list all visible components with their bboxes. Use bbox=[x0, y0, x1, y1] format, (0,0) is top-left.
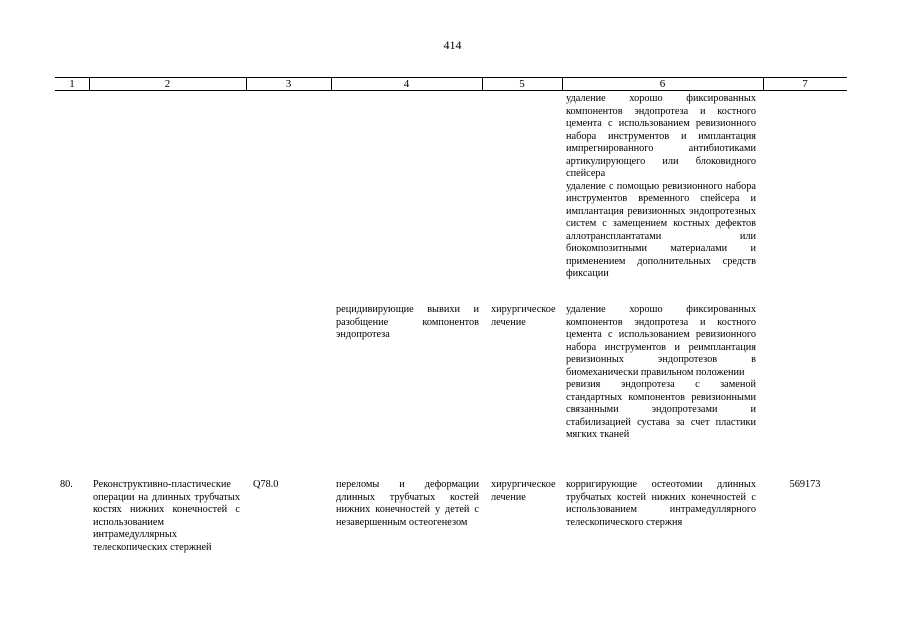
column-header: 4 bbox=[403, 78, 410, 90]
treatment-method-cell bbox=[566, 93, 756, 281]
row-number: 80. bbox=[60, 479, 73, 490]
patient-model-cell: рецидивирующие вывихи и разобщение компонентов эндопротеза bbox=[336, 304, 479, 340]
patient-model-cell: переломы и деформации длинных трубчатых костей нижних конечностей у детей с незавершенным остеогенезом bbox=[336, 479, 479, 528]
page-number: 414 bbox=[443, 38, 462, 52]
column-header: 2 bbox=[164, 78, 171, 90]
column-header: 5 bbox=[519, 78, 525, 90]
treatment-method-cell bbox=[566, 304, 756, 442]
column-header: 7 bbox=[802, 78, 808, 90]
treatment-method-cell: корригирующие остеотомии длинных трубчатых костей нижних конечностей с использованием интрамедуллярного телескопического стержня bbox=[566, 479, 756, 528]
procedure-name-cell: Реконструктивно-пластические операции на длинных трубчатых костях нижних конечностей с использованием интрамедуллярных телескопических стержней bbox=[93, 479, 240, 553]
method-text: удаление с помощью ревизионного набора инструментов временного спейсера и имплантация ревизионных эндопротезных систем с замещением костных дефектов аллотрансплантатами или биокомпозитными материалами и применением дополнительных средств фиксации bbox=[566, 180, 756, 279]
method-text: ревизия эндопротеза с заменой стандартных компонентов ревизионными связанными эндопротезами и стабилизацией сустава за счет пластики мягких тканей bbox=[566, 379, 756, 440]
cost-cell: 569173 bbox=[789, 479, 821, 490]
column-header: 6 bbox=[659, 78, 666, 90]
column-header: 1 bbox=[69, 78, 75, 90]
method-text: удаление хорошо фиксированных компонентов эндопротеза и костного цемента с использованием ревизионного набора инструментов и имплантация импрегнированного антибиотиками артикулирующего или блоковидного спейсера bbox=[566, 93, 756, 179]
icd-code-cell: Q78.0 bbox=[253, 479, 279, 490]
treatment-type-cell: хирургическое лечение bbox=[491, 304, 556, 328]
treatment-type-cell: хирургическое лечение bbox=[491, 479, 556, 503]
method-text: удаление хорошо фиксированных компонентов эндопротеза и костного цемента с использованием ревизионного набора инструментов и реимплантация ревизионных эндопротезов в биомеханически правильном положении bbox=[566, 304, 756, 378]
column-header: 3 bbox=[285, 78, 292, 90]
